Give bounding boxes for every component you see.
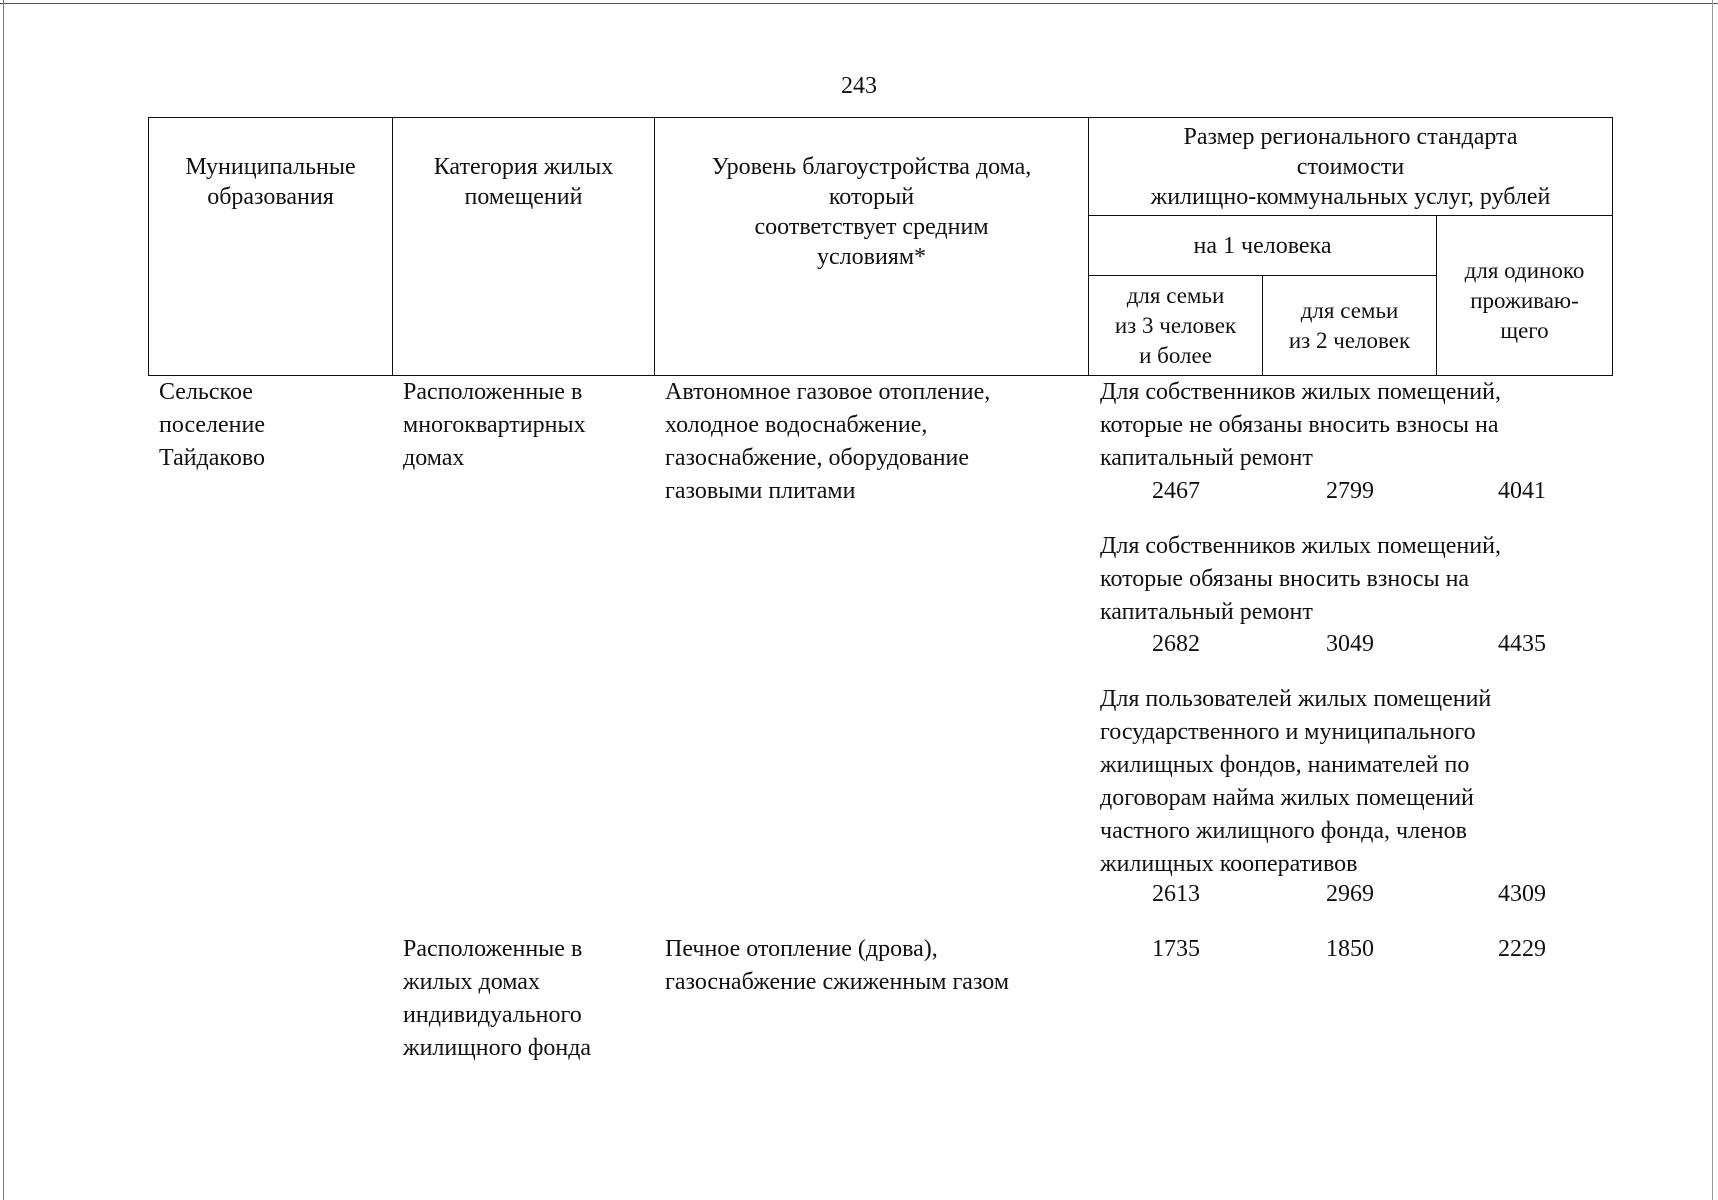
level-stove-heating: Печное отопление (дрова), газоснабжение сжиженным газом	[665, 936, 1010, 995]
header-standard: Размер регионального стандарта стоимости жилищно-коммунальных услуг, рублей	[1089, 118, 1613, 216]
header-per-person: на 1 человека	[1089, 216, 1437, 276]
value-family2: 3049	[1326, 631, 1374, 657]
municipality-name: Сельское поселение Тайдаково	[159, 379, 266, 471]
header-family-2: для семьи из 2 человек	[1263, 276, 1437, 376]
value-single: 2229	[1498, 936, 1546, 962]
value-single: 4041	[1498, 478, 1546, 504]
value-family3: 1735	[1152, 936, 1200, 962]
group-label-owners-no-capital-repair: Для собственников жилых помещений, которые не обязаны вносить взносы на капитальный ремонт	[1100, 379, 1501, 471]
page-number: 243	[841, 73, 877, 99]
group-label-users-state-fund: Для пользователей жилых помещений государственного и муниципального жилищных фондов, нанимателей по договорам найма жилых помещений частного жилищного фонда, членов жилищных кооперативов	[1100, 686, 1492, 877]
header-municipality: Муниципальные образования	[149, 118, 393, 376]
value-single: 4435	[1498, 631, 1546, 657]
value-family3: 2613	[1152, 881, 1200, 907]
value-family3: 2467	[1152, 478, 1200, 504]
level-gas-heating: Автономное газовое отопление, холодное водоснабжение, газоснабжение, оборудование газовыми плитами	[665, 379, 991, 504]
value-family2: 2969	[1326, 881, 1374, 907]
value-family2: 1850	[1326, 936, 1374, 962]
header-table	[148, 117, 1613, 376]
value-family3: 2682	[1152, 631, 1200, 657]
value-single: 4309	[1498, 881, 1546, 907]
scan-edge-left	[3, 0, 4, 1200]
group-label-owners-capital-repair: Для собственников жилых помещений, которые обязаны вносить взносы на капитальный ремонт	[1100, 533, 1501, 625]
header-single-resident: для одиноко проживаю- щего	[1437, 216, 1613, 376]
header-level: Уровень благоустройства дома, который соответствует средним условиям*	[655, 118, 1089, 376]
header-category: Категория жилых помещений	[393, 118, 655, 376]
scan-edge-top	[0, 3, 1718, 4]
value-family2: 2799	[1326, 478, 1374, 504]
category-individual-houses: Расположенные в жилых домах индивидуального жилищного фонда	[403, 936, 592, 1061]
category-apartment-buildings: Расположенные в многоквартирных домах	[403, 379, 586, 471]
header-family-3: для семьи из 3 человек и более	[1089, 276, 1263, 376]
scan-edge-right	[1712, 0, 1713, 1200]
